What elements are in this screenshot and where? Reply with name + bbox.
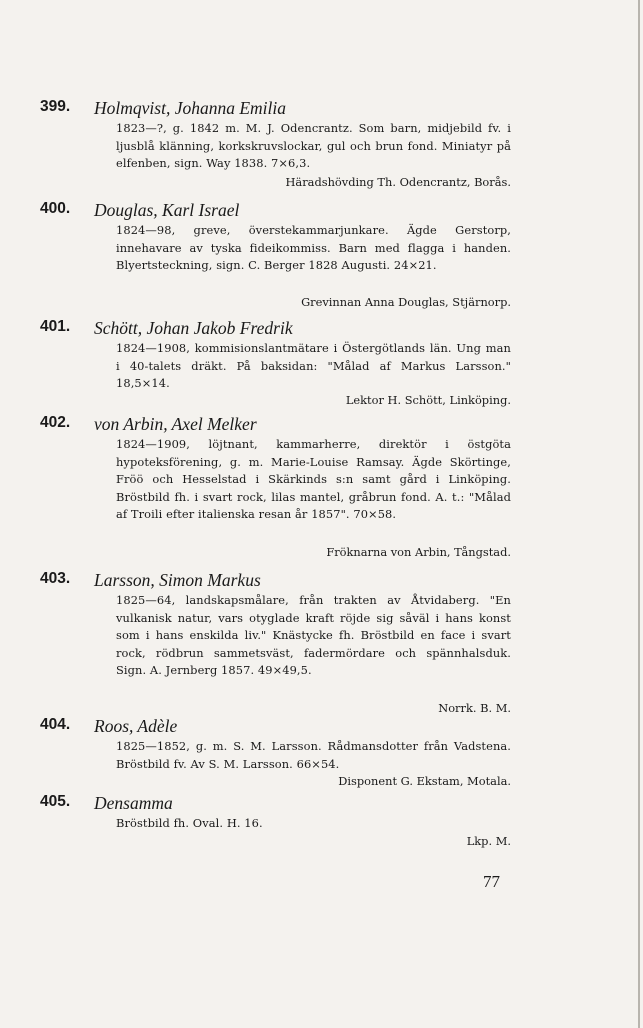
entry-name: Douglas, Karl Israel bbox=[94, 200, 240, 220]
entry-owner: Grevinnan Anna Douglas, Stjärnorp. bbox=[301, 295, 511, 309]
entry-owner: Lkp. M. bbox=[466, 834, 511, 848]
entry-name: Holmqvist, Johanna Emilia bbox=[94, 98, 286, 118]
entry-name: Densamma bbox=[94, 793, 173, 813]
entry-number: 403. bbox=[40, 570, 71, 587]
page-number: 77 bbox=[483, 872, 500, 891]
entry-name: Larsson, Simon Markus bbox=[94, 570, 261, 590]
entry-name: Schött, Johan Jakob Fredrik bbox=[94, 318, 293, 338]
entry-name: von Arbin, Axel Melker bbox=[94, 414, 257, 434]
entry-description: 1825—1852, g. m. S. M. Larsson. Rådmansdotter från Vadstena. Bröstbild fv. Av S. M. Larsson. 66×54. bbox=[116, 739, 511, 771]
entry-number: 404. bbox=[40, 716, 71, 733]
entry-owner: Disponent G. Ekstam, Motala. bbox=[338, 774, 511, 788]
entry-description: 1824—1909, löjtnant, kammarherre, direktör i östgöta hypoteksförening, g. m. Marie-Louise Ramsay. Ägde Skörtinge, Fröö och Hesselstad i Skärkinds s:n samt gård i Linköping. Bröstbild fh. i svart rock, lilas mantel, gråbrun fond. A. t.: "Målad af Troili efter italienska resan år 1857". 70×58. bbox=[116, 437, 511, 521]
entry-owner: Häradshövding Th. Odencrantz, Borås. bbox=[285, 175, 511, 189]
entry-number: 402. bbox=[40, 414, 71, 431]
page-edge bbox=[638, 0, 640, 1028]
entry-number: 400. bbox=[40, 200, 71, 217]
entry-number: 399. bbox=[40, 98, 71, 115]
entry-description: 1825—64, landskapsmålare, från trakten av Åtvidaberg. "En vulkanisk natur, vars otyglade kraft röjde sig såväl i hans konst som i hans enskilda liv." Knästycke fh. Bröstbild en face i svart rock, rödbrun sammetsväst, fadermördare och spännhalsduk. Sign. A. Jernberg 1857. 49×49,5. bbox=[116, 593, 511, 677]
entry-description: Bröstbild fh. Oval. H. 16. bbox=[116, 816, 263, 830]
entry-owner: Fröknarna von Arbin, Tångstad. bbox=[326, 545, 511, 559]
entry-owner: Lektor H. Schött, Linköping. bbox=[345, 393, 511, 407]
entry-description: 1824—1908, kommisionslantmätare i Östergötlands län. Ung man i 40-talets dräkt. På baksidan: "Målad af Markus Larsson." 18,5×14. bbox=[116, 341, 511, 390]
entry-number: 405. bbox=[40, 793, 71, 810]
entry-description: 1823—?, g. 1842 m. M. J. Odencrantz. Som barn, midjebild fv. i ljusblå klänning, korkskruvslockar, gul och brun fond. Miniatyr på elfenben, sign. Way 1838. 7×6,3. bbox=[116, 121, 511, 170]
entry-name: Roos, Adèle bbox=[94, 716, 178, 736]
entry-number: 401. bbox=[40, 318, 71, 335]
entry-owner: Norrk. B. M. bbox=[438, 701, 511, 715]
entry-description: 1824—98, greve, överstekammarjunkare. Ägde Gerstorp, innehavare av tyska fideikommiss. Barn med flagga i handen. Blyertsteckning, sign. C. Berger 1828 Augusti. 24×21. bbox=[116, 223, 511, 272]
